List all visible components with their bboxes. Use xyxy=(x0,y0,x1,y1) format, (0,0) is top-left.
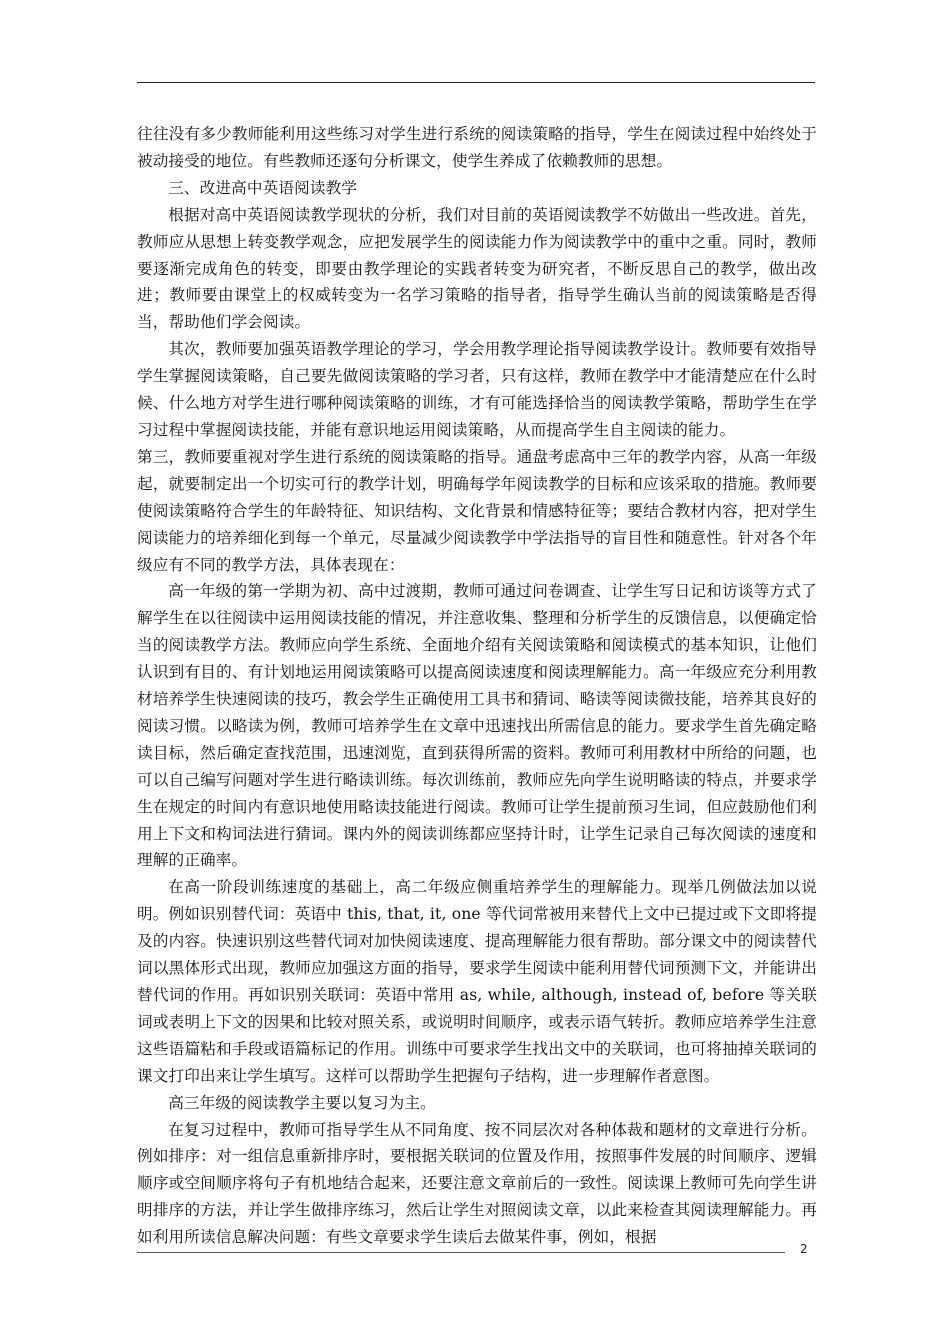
section-heading: 三、改进高中英语阅读教学 xyxy=(168,178,358,197)
paragraph-grade-three-intro: 高三年级的阅读教学主要以复习为主。 xyxy=(168,1093,436,1112)
header-rule xyxy=(137,82,815,83)
paragraph-third-point: 第三，教师要重视对学生进行系统的阅读策略的指导。通盘考虑高中三年的教学内容，从高一年级起，就要制定出一个切实可行的教学计划，明确每学年阅读教学的目标和应该采取的措施。教师要使阅读策略符合学生的年龄特征、知识结构、文化背景和情感特征等；要结合教材内容，把对学生阅读能力的培养细化到每一个单元，尽量减少阅读教学中学法指导的盲目性和随意性。针对各个年级应有不同的教学方法，具体表现在： xyxy=(137,447,817,574)
paragraph-grade-two: 在高一阶段训练速度的基础上，高二年级应侧重培养学生的理解能力。现举几例做法加以说明。例如识别替代词：英语中 this, that, it, one 等代词常被用来替代上文中已提过或下文即将提及的内容。快速识别这些替代词对加快阅读速度、提高理解能力很有帮助。部分课文中的阅读替代词以黑体形式出现，教师应加强这方面的指导，要求学生阅读中能利用替代词预测下文，并能讲出替代词的作用。再如识别关联词：英语中常用 as, while, although, instead of, before 等关联词或表明上下文的因果和比较对照关系，或说明时间顺序，或表示语气转折。教师应培养学生注意这些语篇粘和手段或语篇标记的作用。训练中可要求学生找出文中的关联词，也可将抽掉关联词的课文打印出来让学生填写。这样可以帮助学生把握句子结构，进一步理解作者意图。 xyxy=(137,878,817,1085)
body-text xyxy=(137,121,817,1251)
paragraph-improvement-overview: 根据对高中英语阅读教学现状的分析，我们对目前的英语阅读教学不妨做出一些改进。首先，教师应从思想上转变教学观念，应把发展学生的阅读能力作为阅读教学中的重中之重。同时，教师要逐渐完成角色的转变，即要由教学理论的实践者转变为研究者，不断反思自己的教学，做出改进；教师要由课堂上的权威转变为一名学习策略的指导者，指导学生确认当前的阅读策略是否得当，帮助他们学会阅读。 xyxy=(137,205,817,332)
paragraph-second-point: 其次，教师要加强英语教学理论的学习，学会用教学理论指导阅读教学设计。教师要有效指导学生掌握阅读策略，自己要先做阅读策略的学习者，只有这样，教师在教学中才能清楚应在什么时候、什么地方对学生进行哪种阅读策略的训练，才有可能选择恰当的阅读教学策略，帮助学生在学习过程中掌握阅读技能，并能有意识地运用阅读策略，从而提高学生自主阅读的能力。 xyxy=(137,340,817,439)
paragraph-grade-three-review: 在复习过程中，教师可指导学生从不同角度、按不同层次对各种体裁和题材的文章进行分析。例如排序：对一组信息重新排序时，要根据关联词的位置及作用，按照事件发展的时间顺序、逻辑顺序或空间顺序将句子有机地结合起来，还要注意文章前后的一致性。阅读课上教师可先向学生讲明排序的方法，并让学生做排序练习，然后让学生对照阅读文章，以此来检查其阅读理解能力。再如利用所读信息解决问题：有些文章要求学生读后去做某件事，例如，根据 xyxy=(137,1120,817,1247)
footer-rule xyxy=(137,1252,785,1253)
paragraph-continued-intro: 往往没有多少教师能利用这些练习对学生进行系统的阅读策略的指导，学生在阅读过程中始终处于被动接受的地位。有些教师还逐句分析课文，使学生养成了依赖教师的思想。 xyxy=(137,125,817,170)
page-number: 2 xyxy=(800,1242,808,1256)
paragraph-grade-one: 高一年级的第一学期为初、高中过渡期，教师可通过问卷调查、让学生写日记和访谈等方式了解学生在以往阅读中运用阅读技能的情况，并注意收集、整理和分析学生的反馈信息，以便确定恰当的阅读教学方法。教师应向学生系统、全面地介绍有关阅读策略和阅读模式的基本知识，让他们认识到有目的、有计划地运用阅读策略可以提高阅读速度和阅读理解能力。高一年级应充分利用教材培养学生快速阅读的技巧，教会学生正确使用工具书和猜词、略读等阅读微技能，培养其良好的阅读习惯。以略读为例，教师可培养学生在文章中迅速找出所需信息的能力。要求学生首先确定略读目标，然后确定查找范围，迅速浏览，直到获得所需的资料。教师可利用教材中所给的问题，也可以自己编写问题对学生进行略读训练。每次训练前，教师应先向学生说明略读的特点，并要求学生在规定的时间内有意识地使用略读技能进行阅读。教师可让学生提前预习生词，但应鼓励他们利用上下文和构词法进行猜词。课内外的阅读训练都应坚持计时，让学生记录自己每次阅读的速度和理解的正确率。 xyxy=(137,582,817,870)
